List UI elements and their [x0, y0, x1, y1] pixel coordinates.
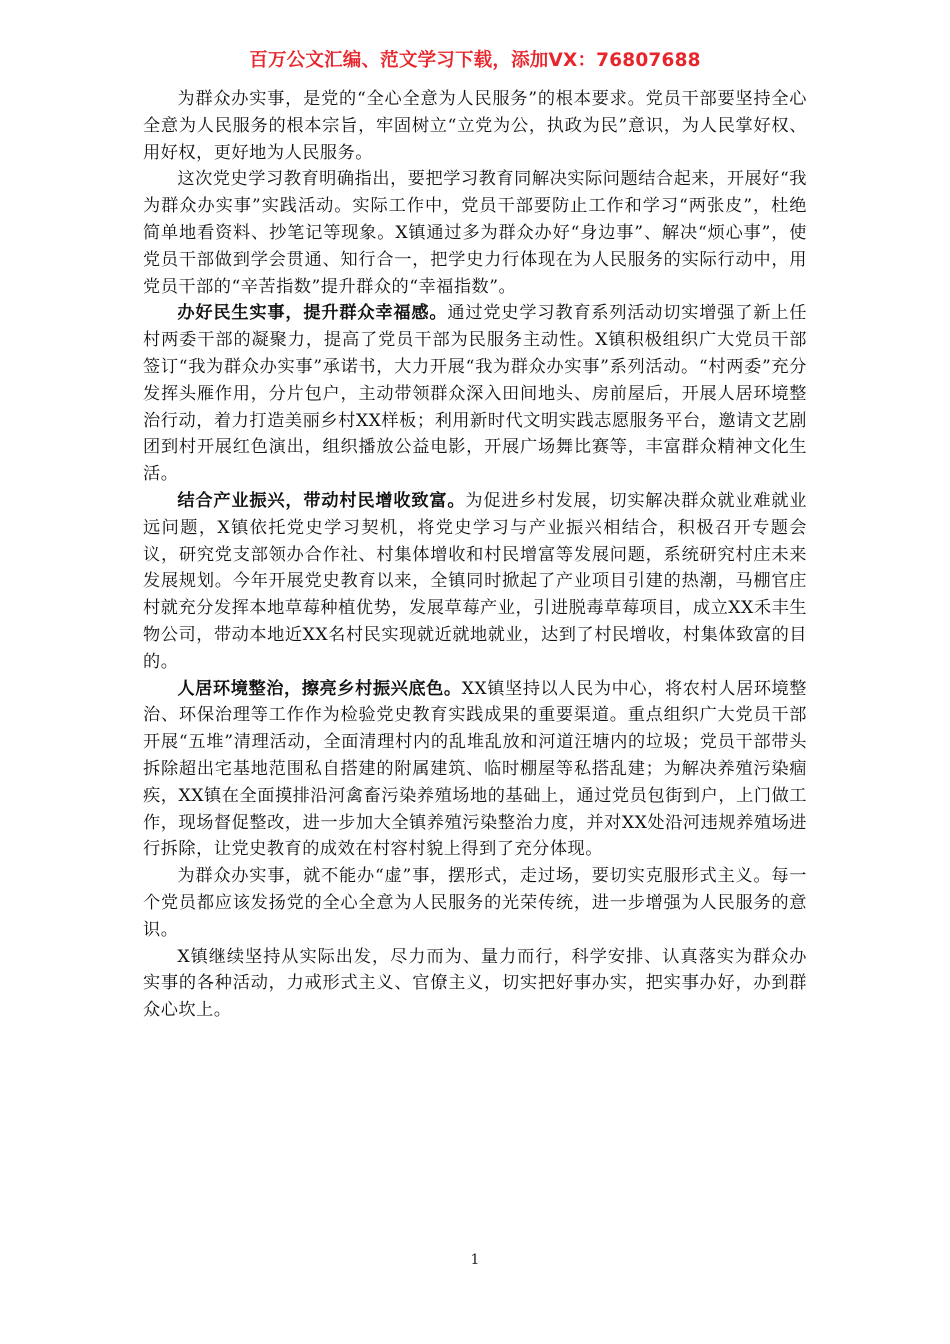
paragraph-intro: [143, 86, 807, 166]
paragraph-practice: [143, 166, 807, 300]
paragraph-livelihood: [143, 300, 807, 488]
paragraph-text: 这次党史学习教育明确指出，要把学习教育同解决实际问题结合起来，开展好“我为群众办实事”实践活动。实际工作中，党员干部要防止工作和学习“两张皮”，杜绝简单地看资料、抄笔记等现象。X镇通过多为群众办好“身边事”、解决“烦心事”，使党员干部做到学会贯通、知行合一，把学史力行体现在为人民服务的实际行动中，用党员干部的“辛苦指数”提升群众的“幸福指数”。: [143, 169, 807, 297]
paragraph-lead: 结合产业振兴，带动村民增收致富。: [177, 490, 466, 511]
paragraph-text: 为群众办实事，就不能办“虚”事，摆形式，走过场，要切实克服形式主义。每一个党员都应该发扬党的全心全意为人民服务的光荣传统，进一步增强为人民服务的意识。: [143, 866, 807, 940]
header-banner: 百万公文汇编、范文学习下载，添加VX：76807688: [249, 50, 701, 71]
paragraph-environment: [143, 676, 807, 864]
paragraph-lead: 办好民生实事，提升群众幸福感。: [177, 303, 448, 324]
paragraph-formalism: [143, 863, 807, 943]
document-body: [143, 86, 807, 1024]
paragraph-conclusion: [143, 944, 807, 1024]
paragraph-text: 通过党史学习教育系列活动切实增强了新上任村两委干部的凝聚力，提高了党员干部为民服务主动性。X镇积极组织广大党员干部签订“我为群众办实事”承诺书，大力开展“我为群众办实事”系列活动。“村两委”充分发挥头雁作用，分片包户，主动带领群众深入田间地头、房前屋后，开展人居环境整治行动，着力打造美丽乡村XX样板；利用新时代文明实践志愿服务平台，邀请文艺剧团到村开展红色演出，组织播放公益电影，开展广场舞比赛等，丰富群众精神文化生活。: [143, 303, 807, 485]
paragraph-industry: [143, 488, 807, 676]
paragraph-lead: 人居环境整治，擦亮乡村振兴底色。: [177, 678, 462, 699]
paragraph-text: X镇继续坚持从实际出发，尽力而为、量力而行，科学安排、认真落实为群众办实事的各种活动，力戒形式主义、官僚主义，切实把好事办实，把实事办好，办到群众心坎上。: [143, 946, 807, 1021]
paragraph-text: 为群众办实事，是党的“全心全意为人民服务”的根本要求。党员干部要坚持全心全意为人民服务的根本宗旨，牢固树立“立党为公，执政为民”意识，为人民掌好权、用好权，更好地为人民服务。: [143, 89, 807, 163]
paragraph-text: 为促进乡村发展，切实解决群众就业难就业远问题，X镇依托党史学习契机，将党史学习与产业振兴相结合，积极召开专题会议，研究党支部领办合作社、村集体增收和村民增富等发展问题，系统研究村庄未来发展规划。今年开展党史教育以来，全镇同时掀起了产业项目引建的热潮，马棚官庄村就充分发挥本地草莓种植优势，发展草莓产业，引进脱毒草莓项目，成立XX禾丰生物公司，带动本地近XX名村民实现就近就地就业，达到了村民增收，村集体致富的目的。: [143, 490, 807, 672]
paragraph-text: XX镇坚持以人民为中心，将农村人居环境整治、环保治理等工作作为检验党史教育实践成果的重要渠道。重点组织广大党员干部开展“五堆”清理活动，全面清理村内的乱堆乱放和河道汪塘内的垃圾；党员干部带头拆除超出宅基地范围私自搭建的附属建筑、临时棚屋等私搭乱建；为解决养殖污染痼疾，XX镇在全面摸排沿河禽畜污染养殖场地的基础上，通过党员包街到户，上门做工作，现场督促整改，进一步加大全镇养殖污染整治力度，并对XX处沿河违规养殖场进行拆除，让党史教育的成效在村容村貌上得到了充分体现。: [143, 678, 807, 860]
page-number: 1: [470, 1252, 480, 1268]
